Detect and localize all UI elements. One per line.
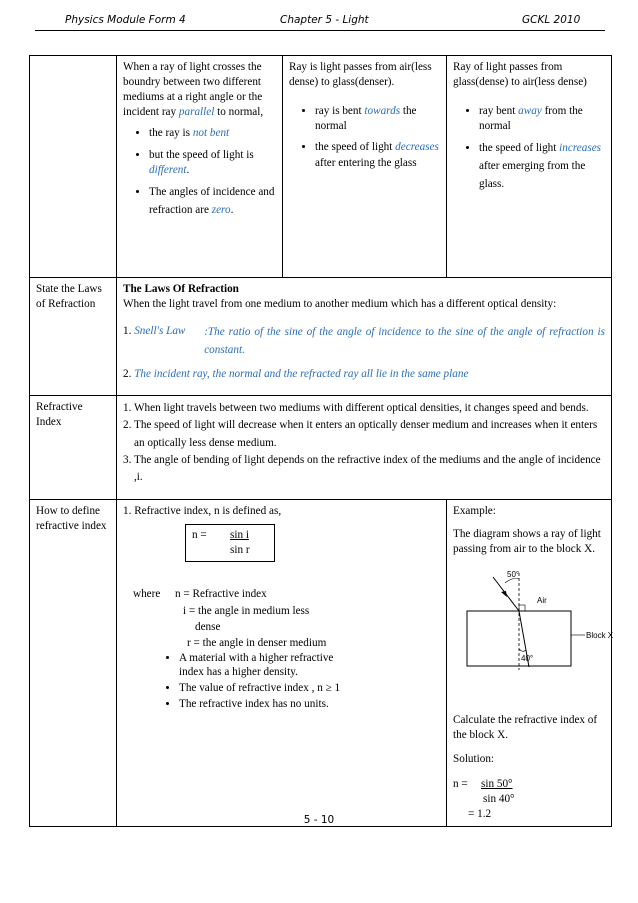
arrow-icon [501,591,507,597]
svg-text:Block X: Block X [586,631,613,641]
glass-to-air-cell: Ray of light passes from glass(dense) to air(less dense) • ray bent away from the normal • the speed of light increases after emerging from the glass. [447,56,612,278]
normal-incidence-cell: When a ray of light crosses the boundry between two different mediums at a right angle or the incident ray parallel to normal, • the ray is not bent • but the speed of light is different. • The angles of incidence and refraction are zero. [117,56,283,278]
air-to-glass-cell: Ray is light passes from air(less dense) to glass(denser). • ray is bent towards the normal • the speed of light decreases after entering the glass [283,56,447,278]
empty-cell [30,56,117,278]
example-cell: Example: The diagram shows a ray of light passing from air to the block X. 50° Air Block X 40° Calculate the refractive index of the block X. Solution: n = sin 50° sin 40° = 1.2 [447,500,612,827]
laws-cell: The Laws Of Refraction When the light travel from one medium to another medium which has a different optical density: 1. Snell's Law :The ratio of the sine of the angle of incidence to the sine of the angle of refraction is constant. 2. The incident ray, the normal and the refracted ray all lie in the same plane [117,278,612,396]
table-row [30,396,612,500]
laws-title: The Laws Of Refraction [123,283,239,295]
header-chapter: Chapter 5 - Light [280,14,369,26]
table-row [30,56,612,278]
formula-box: n = sin i sin r [185,524,275,562]
svg-text:40°: 40° [521,654,534,664]
refractive-index-cell: 1. When light travels between two mediums with different optical densities, it changes speed and bends. 2. The speed of light will decrease when it enters an optically denser medium and increases when it enters an optically less dense medium. 3. The angle of bending of light depends on the refractive index of the mediums and the angle of incidence ,i. [117,396,612,500]
definition-cell: 1. Refractive index, n is defined as, n = sin i sin r where n = Refractive index i = the angle in medium less dense r = the angle in denser medium • A material with a higher refractive index has a higher density. • The value of refractive index , n ≥ 1 • The refractive index has no units. [117,500,447,827]
svg-text:50°: 50° [507,570,520,580]
row-label: How to define refractive index [30,500,117,827]
header-module: Physics Module Form 4 [65,14,186,26]
notes-table [29,55,612,827]
page-header [35,14,605,31]
table-row [30,500,612,827]
row-label: Refractive Index [30,396,117,500]
page-number: 5 - 10 [303,814,335,826]
refraction-diagram [463,563,613,673]
header-code: GCKL 2010 [522,14,581,26]
table-row [30,278,612,396]
row-label: State the Laws of Refraction [30,278,117,396]
svg-text:Air: Air [537,596,547,606]
